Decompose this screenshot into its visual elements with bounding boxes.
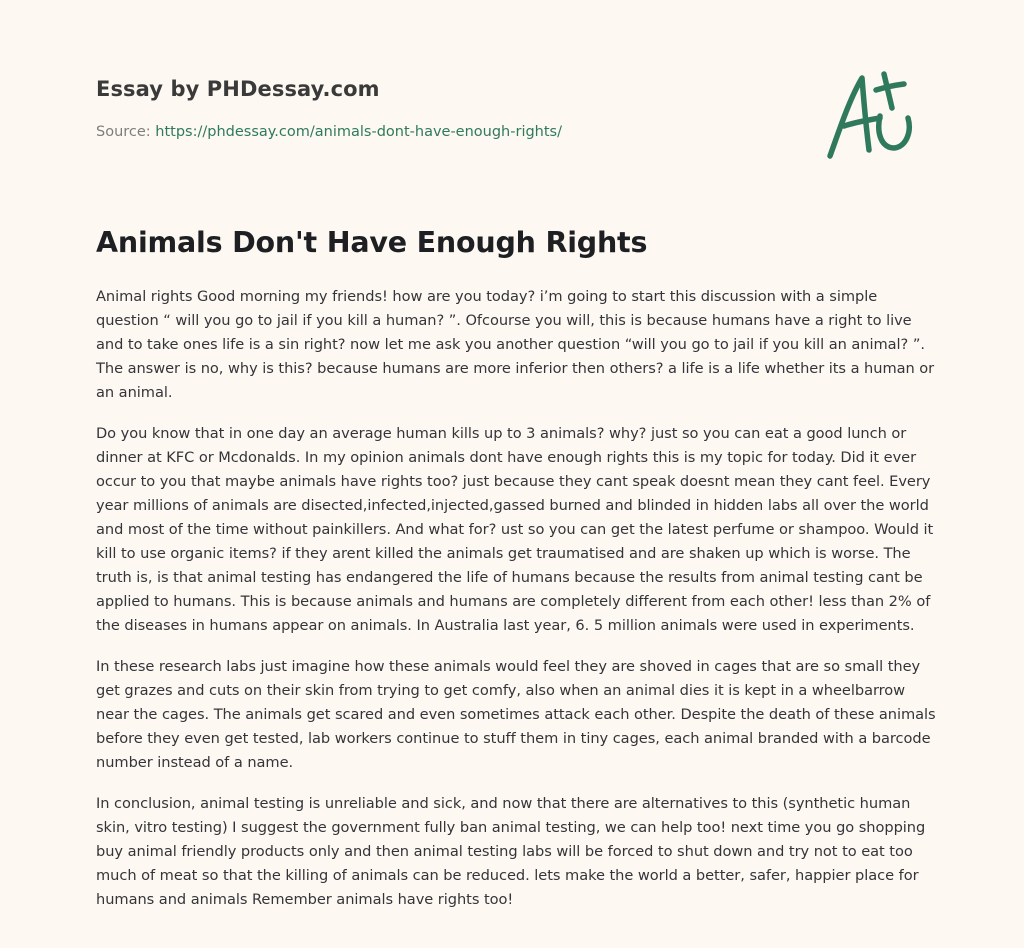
a-plus-logo-icon <box>824 68 924 163</box>
paragraph: Animal rights Good morning my friends! how are you today? i’m going to start this discussion with a simple question “ will you go to jail if you kill a human? ”. Ofcourse you will, this is because humans have a right to live and to take ones life is a sin right? now let me ask you another question “will you go to jail if you kill an animal? ”. The answer is no, why is this? because humans are more inferior then others? a life is a life whether its a human or an animal. <box>96 288 935 401</box>
paragraph: In conclusion, animal testing is unreliable and sick, and now that there are alternatives to this (synthetic human skin, vitro testing) I suggest the government fully ban animal testing, we can help too! next time you go shopping buy animal friendly products only and then animal testing labs will be forced to shut down and try not to eat too much of meat so that the killing of animals can be reduced. lets make the world a better, safer, happier place for humans and animals Remember animals have rights too! <box>96 795 926 908</box>
paragraph: Do you know that in one day an average human kills up to 3 animals? why? just so you can eat a good lunch or dinner at KFC or Mcdonalds. In my opinion animals dont have enough rights this is my topic for today. Did it ever occur to you that maybe animals have rights too? just because they cant speak doesnt mean they cant feel. Every year millions of animals are disected,infected,injected,gassed burned and blinded in hidden labs all over the world and most of the time without painkillers. And what for? ust so you can get the latest perfume or shampoo. Would it kill to use organic items? if they arent killed the animals get traumatised and are shaken up which is worse. The truth is, is that animal testing has endangered the life of humans because the results from animal testing cant be applied to humans. This is because animals and humans are completely different from each other! less than 2% of the diseases in humans appear on animals. In Australia last year, 6. 5 million animals were used in experiments. <box>96 425 934 634</box>
source-link[interactable]: https://phdessay.com/animals-dont-have-enough-rights/ <box>155 124 562 140</box>
source-label: Source: <box>96 124 156 140</box>
article-title: Animals Don't Have Enough Rights <box>96 226 648 259</box>
source-line <box>96 124 562 140</box>
article-body <box>96 285 936 929</box>
paragraph: In these research labs just imagine how these animals would feel they are shoved in cages that are so small they get grazes and cuts on their skin from trying to get comfy, also when an animal dies it is kept in a wheelbarrow near the cages. The animals get scared and even sometimes attack each other. Despite the death of these animals before they even get tested, lab workers continue to stuff them in tiny cages, each animal branded with a barcode number instead of a name. <box>96 658 936 771</box>
site-brand-title: Essay by PHDessay.com <box>96 77 380 101</box>
